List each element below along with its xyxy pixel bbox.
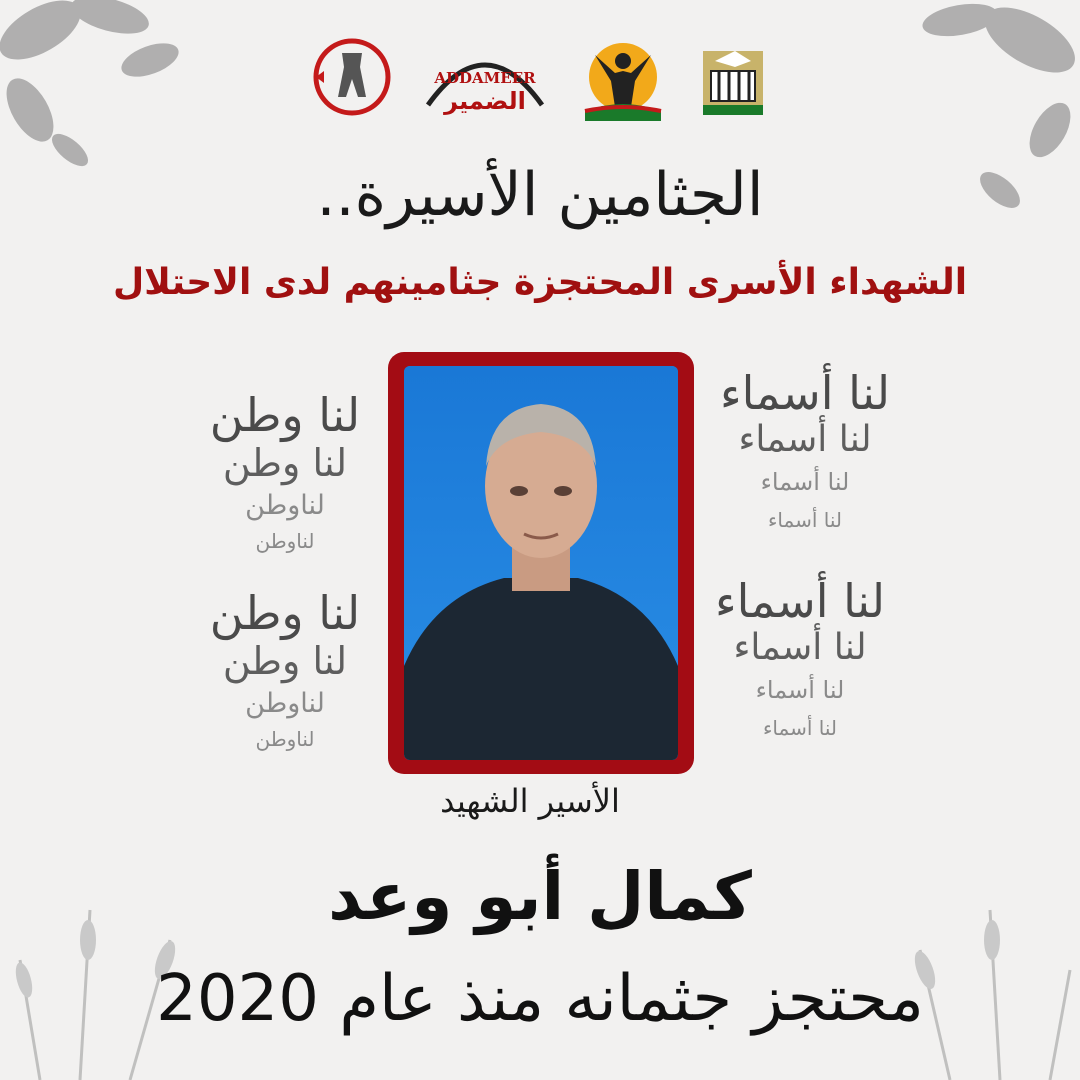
left-column-block-1 [180,388,390,553]
right-column-block-2 [695,574,905,740]
prisoners-affairs-logo [575,37,671,123]
right-line-6: لنا أسماء [733,627,867,668]
left-line-1: لنا وطن [209,388,361,442]
right-line-7: لنا أسماء [755,676,845,704]
martyr-name: كمال أبو وعد [328,858,752,935]
detention-statement: محتجز جثمانه منذ عام 2020 [156,962,924,1036]
right-line-4: لنا أسماء [768,508,842,532]
left-line-3: لناوطن [245,490,325,521]
left-line-2: لنا وطن [222,441,348,485]
photo-caption: الأسير الشهيد [440,782,620,820]
right-line-2: لنا أسماء [738,419,872,460]
left-line-6: لنا وطن [222,639,348,683]
left-column-block-2 [180,586,390,751]
logo-row [300,35,780,130]
right-line-3: لنا أسماء [760,468,850,496]
right-line-8: لنا أسماء [763,716,837,740]
left-line-5: لنا وطن [209,586,361,640]
page-subtitle: الشهداء الأسرى المحتجزة جثامينهم لدى الاحتلال [112,262,968,303]
page-title: الجثامين الأسيرة.. [316,160,764,230]
left-line-8: لناوطن [255,727,315,751]
portrait-frame [388,352,694,774]
addameer-logo-en: ADDAMEER [434,69,536,87]
portrait-photo [404,366,678,760]
right-line-1: لنا أسماء [719,366,891,420]
portrait-figure [404,366,678,760]
left-line-7: لناوطن [245,688,325,719]
prisoners-club-logo [695,41,771,121]
addameer-logo [420,35,550,119]
addameer-logo-ar: الضمير [444,87,526,115]
right-line-5: لنا أسماء [714,574,886,628]
right-column-block-1 [700,366,910,532]
left-line-4: لناوطن [255,529,315,553]
palestinian-prisoners-commission-logo [310,35,394,119]
